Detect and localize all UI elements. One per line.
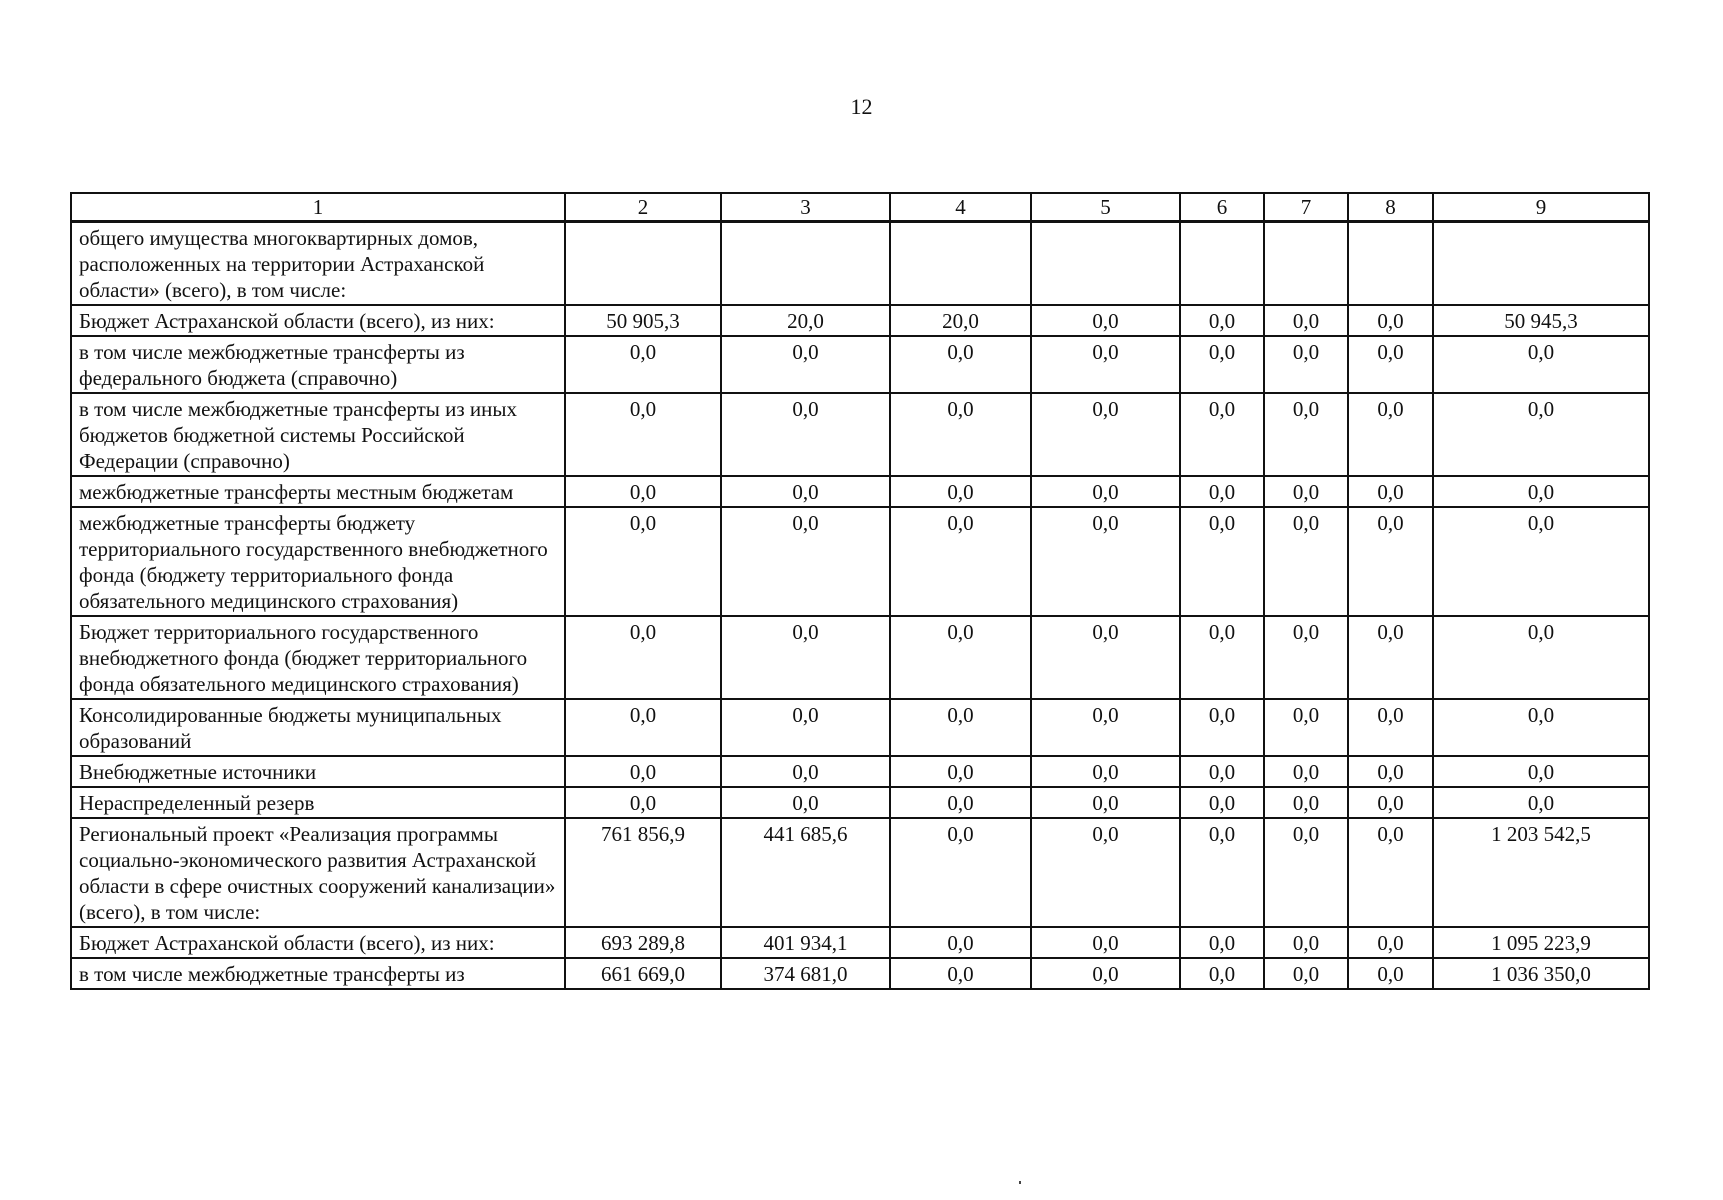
value-cell: 20,0 [721, 305, 890, 336]
value-cell [1348, 222, 1433, 306]
table-row [71, 958, 1649, 989]
value-cell: 0,0 [1264, 958, 1348, 989]
value-cell: 761 856,9 [565, 818, 721, 927]
value-cell: 0,0 [1264, 476, 1348, 507]
value-cell: 0,0 [1180, 699, 1264, 756]
value-cell: 0,0 [1031, 393, 1180, 476]
value-cell: 0,0 [890, 336, 1031, 393]
value-cell: 0,0 [1433, 336, 1649, 393]
value-cell: 0,0 [565, 336, 721, 393]
value-cell [1031, 222, 1180, 306]
value-cell [890, 222, 1031, 306]
value-cell: 693 289,8 [565, 927, 721, 958]
value-cell: 441 685,6 [721, 818, 890, 927]
value-cell: 0,0 [565, 507, 721, 616]
value-cell: 0,0 [1180, 958, 1264, 989]
value-cell: 0,0 [1264, 507, 1348, 616]
value-cell: 50 945,3 [1433, 305, 1649, 336]
value-cell: 0,0 [890, 699, 1031, 756]
value-cell: 0,0 [1031, 958, 1180, 989]
value-cell: 1 095 223,9 [1433, 927, 1649, 958]
table-row [71, 305, 1649, 336]
value-cell: 0,0 [1031, 616, 1180, 699]
value-cell: 0,0 [890, 958, 1031, 989]
value-cell: 0,0 [721, 616, 890, 699]
value-cell: 0,0 [1264, 336, 1348, 393]
value-cell: 0,0 [1433, 476, 1649, 507]
row-label: общего имущества многоквартирных домов, расположенных на территории Астраханской области» (всего), в том числе: [71, 222, 565, 306]
value-cell: 0,0 [565, 476, 721, 507]
value-cell: 0,0 [890, 476, 1031, 507]
row-label: межбюджетные трансферты бюджету территориального государственного внебюджетного фонда (бюджету территориального фонда обязательного медицинского страхования) [71, 507, 565, 616]
value-cell: 0,0 [1180, 305, 1264, 336]
value-cell: 0,0 [1348, 818, 1433, 927]
value-cell: 0,0 [1348, 616, 1433, 699]
table-row [71, 699, 1649, 756]
value-cell: 0,0 [721, 507, 890, 616]
column-number-header: 3 [721, 193, 890, 222]
value-cell: 0,0 [1180, 507, 1264, 616]
value-cell [1433, 222, 1649, 306]
value-cell: 0,0 [890, 393, 1031, 476]
row-label: Региональный проект «Реализация программы социально-экономического развития Астраханской области в сфере очистных сооружений канализации» (всего), в том числе: [71, 818, 565, 927]
value-cell: 0,0 [1031, 787, 1180, 818]
value-cell: 0,0 [1348, 699, 1433, 756]
value-cell: 0,0 [1264, 305, 1348, 336]
row-label: в том числе межбюджетные трансферты из иных бюджетов бюджетной системы Российской Федерации (справочно) [71, 393, 565, 476]
value-cell: 0,0 [721, 787, 890, 818]
value-cell: 0,0 [1031, 476, 1180, 507]
value-cell [721, 222, 890, 306]
scan-speck [1019, 1181, 1021, 1184]
value-cell: 0,0 [1348, 927, 1433, 958]
value-cell: 0,0 [890, 756, 1031, 787]
value-cell: 0,0 [1348, 305, 1433, 336]
value-cell: 20,0 [890, 305, 1031, 336]
value-cell: 0,0 [1180, 756, 1264, 787]
value-cell: 0,0 [1180, 393, 1264, 476]
value-cell: 0,0 [1433, 756, 1649, 787]
row-label: Консолидированные бюджеты муниципальных образований [71, 699, 565, 756]
row-label: Бюджет Астраханской области (всего), из них: [71, 927, 565, 958]
table-row [71, 927, 1649, 958]
value-cell: 0,0 [1348, 336, 1433, 393]
value-cell: 0,0 [1348, 476, 1433, 507]
value-cell: 401 934,1 [721, 927, 890, 958]
value-cell: 0,0 [721, 699, 890, 756]
table-row [71, 336, 1649, 393]
row-label: в том числе межбюджетные трансферты из федерального бюджета (справочно) [71, 336, 565, 393]
table-row [71, 476, 1649, 507]
value-cell: 0,0 [1264, 927, 1348, 958]
value-cell: 0,0 [1348, 958, 1433, 989]
value-cell: 0,0 [1264, 787, 1348, 818]
value-cell [1180, 222, 1264, 306]
value-cell: 0,0 [1348, 787, 1433, 818]
row-label: межбюджетные трансферты местным бюджетам [71, 476, 565, 507]
value-cell: 0,0 [1348, 393, 1433, 476]
value-cell: 0,0 [890, 927, 1031, 958]
value-cell: 0,0 [1348, 756, 1433, 787]
value-cell: 0,0 [1031, 507, 1180, 616]
column-number-row [71, 193, 1649, 222]
column-number-header: 1 [71, 193, 565, 222]
value-cell: 0,0 [1180, 818, 1264, 927]
value-cell: 1 036 350,0 [1433, 958, 1649, 989]
value-cell: 0,0 [1264, 616, 1348, 699]
value-cell: 0,0 [890, 616, 1031, 699]
table-row [71, 787, 1649, 818]
column-number-header: 7 [1264, 193, 1348, 222]
column-number-header: 2 [565, 193, 721, 222]
value-cell: 0,0 [1180, 927, 1264, 958]
value-cell [565, 222, 721, 306]
value-cell: 0,0 [565, 616, 721, 699]
column-number-header: 4 [890, 193, 1031, 222]
value-cell: 0,0 [1433, 393, 1649, 476]
value-cell: 0,0 [1180, 787, 1264, 818]
value-cell: 0,0 [1433, 699, 1649, 756]
value-cell: 0,0 [1433, 507, 1649, 616]
value-cell: 0,0 [1264, 699, 1348, 756]
value-cell: 0,0 [721, 336, 890, 393]
value-cell: 0,0 [565, 393, 721, 476]
table-row [71, 222, 1649, 306]
column-number-header: 9 [1433, 193, 1649, 222]
value-cell: 0,0 [1264, 818, 1348, 927]
value-cell: 0,0 [1348, 507, 1433, 616]
value-cell: 661 669,0 [565, 958, 721, 989]
row-label: Внебюджетные источники [71, 756, 565, 787]
value-cell: 0,0 [890, 507, 1031, 616]
value-cell: 0,0 [1031, 927, 1180, 958]
value-cell: 0,0 [721, 393, 890, 476]
value-cell: 0,0 [1031, 818, 1180, 927]
value-cell: 0,0 [1180, 476, 1264, 507]
table-row [71, 507, 1649, 616]
page-number: 12 [850, 94, 873, 119]
value-cell: 374 681,0 [721, 958, 890, 989]
value-cell: 0,0 [565, 699, 721, 756]
value-cell: 0,0 [1031, 305, 1180, 336]
row-label: Бюджет территориального государственного внебюджетного фонда (бюджет территориального фонда обязательного медицинского страхования) [71, 616, 565, 699]
value-cell: 0,0 [1180, 616, 1264, 699]
column-number-header: 6 [1180, 193, 1264, 222]
table-row [71, 393, 1649, 476]
value-cell: 0,0 [890, 787, 1031, 818]
table-row [71, 756, 1649, 787]
value-cell: 0,0 [1433, 787, 1649, 818]
value-cell: 0,0 [1264, 756, 1348, 787]
value-cell: 0,0 [565, 756, 721, 787]
value-cell: 0,0 [721, 756, 890, 787]
value-cell: 0,0 [1180, 336, 1264, 393]
value-cell: 0,0 [1433, 616, 1649, 699]
column-number-header: 5 [1031, 193, 1180, 222]
value-cell: 0,0 [565, 787, 721, 818]
value-cell: 0,0 [1264, 393, 1348, 476]
row-label: Бюджет Астраханской области (всего), из них: [71, 305, 565, 336]
table-row [71, 616, 1649, 699]
value-cell: 0,0 [1031, 336, 1180, 393]
value-cell: 0,0 [1031, 699, 1180, 756]
budget-table [70, 192, 1650, 990]
value-cell: 0,0 [890, 818, 1031, 927]
value-cell [1264, 222, 1348, 306]
value-cell: 50 905,3 [565, 305, 721, 336]
value-cell: 0,0 [721, 476, 890, 507]
row-label: Нераспределенный резерв [71, 787, 565, 818]
row-label: в том числе межбюджетные трансферты из [71, 958, 565, 989]
value-cell: 1 203 542,5 [1433, 818, 1649, 927]
column-number-header: 8 [1348, 193, 1433, 222]
table-row [71, 818, 1649, 927]
value-cell: 0,0 [1031, 756, 1180, 787]
